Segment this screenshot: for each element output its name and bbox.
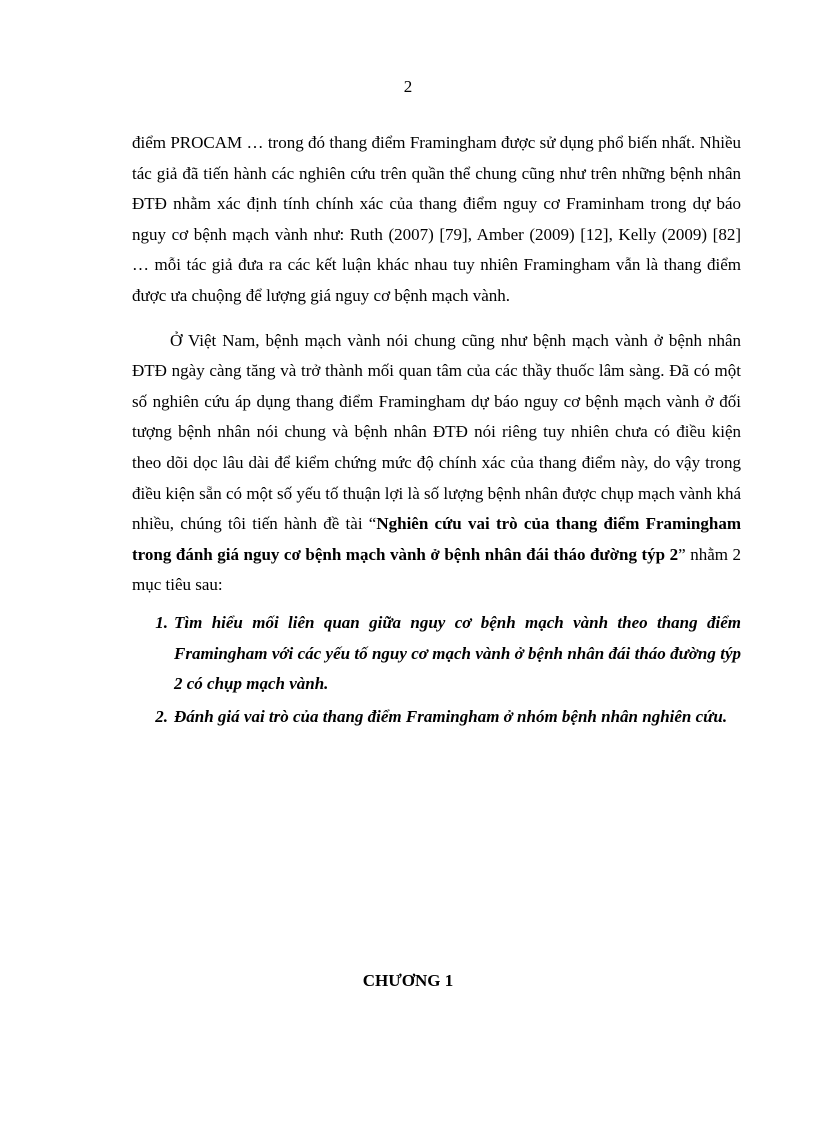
chapter-heading: CHƯƠNG 1 (362, 971, 454, 990)
body-text (132, 128, 741, 734)
page-number: 2 (403, 77, 413, 96)
objectives-list (132, 608, 741, 732)
paragraph-2 (132, 326, 741, 601)
objective-number: 2. (155, 706, 168, 726)
objective-number: 1. (155, 612, 168, 632)
paragraph-2-outro: ” nhằm 2 mục tiêu sau: (132, 544, 741, 595)
objective-item (132, 608, 741, 700)
objective-text: Tìm hiểu mối liên quan giữa nguy cơ bệnh mạch vành theo thang điểm Framingham với các yếu tố nguy cơ mạch vành ở bệnh nhân đái tháo đường týp 2 có chụp mạch vành. (174, 612, 741, 694)
paragraph-2-intro: Ở Việt Nam, bệnh mạch vành nói chung cũng như bệnh mạch vành ở bệnh nhân ĐTĐ ngày càng tăng và trở thành mối quan tâm của các thầy thuốc lâm sàng. Đã có một số nghiên cứu áp dụng thang điểm Framingham dự báo nguy cơ bệnh mạch vành ở đối tượng bệnh nhân nói chung và bệnh nhân ĐTĐ nói riêng tuy nhiên chưa có điều kiện theo dõi dọc lâu dài để kiểm chứng mức độ chính xác của thang điểm này, do vậy trong điều kiện sẵn có một số yếu tố thuận lợi là số lượng bệnh nhân được chụp mạch vành khá nhiều, chúng tôi tiến hành đề tài “ (132, 330, 741, 534)
objective-item (132, 702, 741, 733)
objective-text: Đánh giá vai trò của thang điểm Framingham ở nhóm bệnh nhân nghiên cứu. (174, 706, 728, 726)
paragraph-1: điểm PROCAM … trong đó thang điểm Framingham được sử dụng phổ biến nhất. Nhiều tác giả đã tiến hành các nghiên cứu trên quần thể chung cũng như trên những bệnh nhân ĐTĐ nhằm xác định tính chính xác của thang điểm nguy cơ Framinham trong dự báo nguy cơ bệnh mạch vành như: Ruth (2007) [79], Amber (2009) [12], Kelly (2009) [82] … mỗi tác giả đưa ra các kết luận khác nhau tuy nhiên Framingham vẫn là thang điểm được ưa chuộng để lượng giá nguy cơ bệnh mạch vành. (132, 133, 741, 305)
study-title: Nghiên cứu vai trò của thang điểm Framingham trong đánh giá nguy cơ bệnh mạch vành ở bệnh nhân đái tháo đường týp 2 (132, 514, 741, 564)
